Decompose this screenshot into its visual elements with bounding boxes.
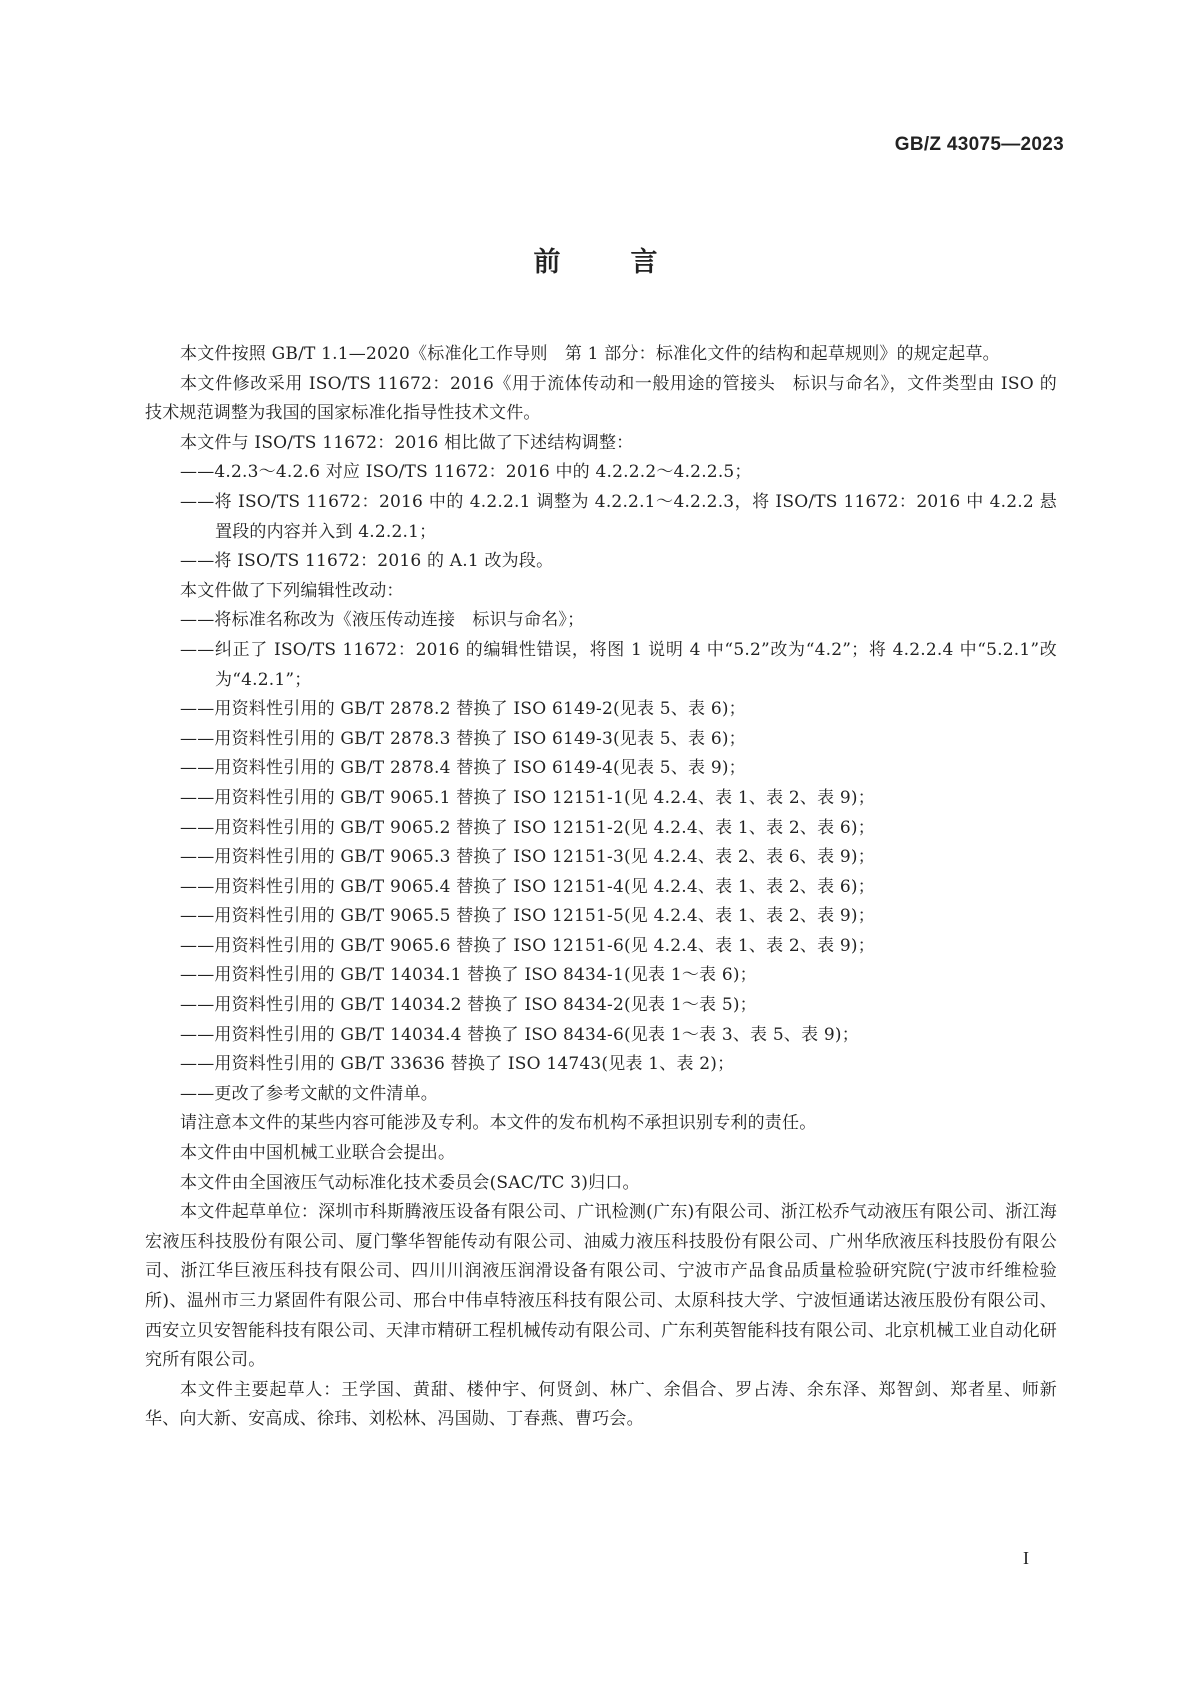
list-item: ——用资料性引用的 GB/T 2878.4 替换了 ISO 6149-4(见表 5、表 9)；	[180, 758, 746, 779]
paragraph: 本文件由中国机械工业联合会提出。	[180, 1143, 456, 1164]
preface-body	[145, 340, 1057, 1435]
list-item: ——将 ISO/TS 11672：2016 的 A.1 改为段。	[180, 551, 554, 572]
list-item: ——更改了参考文献的文件清单。	[180, 1083, 438, 1104]
paragraph: 本文件按照 GB/T 1.1—2020《标准化工作导则 第 1 部分：标准化文件的结构和起草规则》的规定起草。	[180, 344, 1000, 364]
paragraph: 本文件做了下列编辑性改动：	[180, 580, 404, 601]
paragraph: 本文件与 ISO/TS 11672：2016 相比做了下述结构调整：	[180, 432, 634, 453]
list-item: ——用资料性引用的 GB/T 14034.1 替换了 ISO 8434-1(见表 1～表 6)；	[180, 965, 757, 986]
list-item: ——用资料性引用的 GB/T 9065.3 替换了 ISO 12151-3(见 4.2.4、表 2、表 6、表 9)；	[180, 847, 875, 868]
list-item: ——用资料性引用的 GB/T 9065.5 替换了 ISO 12151-5(见 4.2.4、表 1、表 2、表 9)；	[180, 906, 875, 927]
list-item: ——将 ISO/TS 11672：2016 中的 4.2.2.1 调整为 4.2.2.1～4.2.2.3，将 ISO/TS 11672：2016 中 4.2.2 悬置段的内容并入到 4.2.2.1；	[180, 491, 1057, 542]
list-item: ——用资料性引用的 GB/T 9065.2 替换了 ISO 12151-2(见 4.2.4、表 1、表 2、表 6)；	[180, 817, 875, 838]
paragraph: 请注意本文件的某些内容可能涉及专利。本文件的发布机构不承担识别专利的责任。	[180, 1113, 817, 1134]
list-item: ——用资料性引用的 GB/T 9065.4 替换了 ISO 12151-4(见 4.2.4、表 1、表 2、表 6)；	[180, 876, 875, 897]
paragraph: 本文件主要起草人：王学国、黄甜、楼仲宇、何贤剑、林广、余倡合、罗占涛、余东泽、郑智剑、郑者星、师新华、向大新、安高成、徐玮、刘松林、冯国勋、丁春燕、曹巧会。	[145, 1379, 1057, 1430]
list-item: ——用资料性引用的 GB/T 33636 替换了 ISO 14743(见表 1、表 2)；	[180, 1054, 735, 1075]
list-item: ——纠正了 ISO/TS 11672：2016 的编辑性错误，将图 1 说明 4 中“5.2”改为“4.2”；将 4.2.2.4 中“5.2.1”改为“4.2.1”；	[180, 639, 1057, 690]
list-item: ——用资料性引用的 GB/T 2878.3 替换了 ISO 6149-3(见表 5、表 6)；	[180, 728, 746, 749]
list-item: ——用资料性引用的 GB/T 9065.1 替换了 ISO 12151-1(见 4.2.4、表 1、表 2、表 9)；	[180, 787, 875, 808]
list-item: ——用资料性引用的 GB/T 14034.2 替换了 ISO 8434-2(见表 1～表 5)；	[180, 995, 757, 1016]
page-number: I	[1023, 1548, 1029, 1568]
page-title: 前言	[533, 247, 728, 278]
list-item: ——用资料性引用的 GB/T 2878.2 替换了 ISO 6149-2(见表 5、表 6)；	[180, 699, 746, 720]
paragraph: 本文件修改采用 ISO/TS 11672：2016《用于流体传动和一般用途的管接头 标识与命名》，文件类型由 ISO 的技术规范调整为我国的国家标准化指导性技术文件。	[145, 373, 1057, 424]
list-item: ——用资料性引用的 GB/T 9065.6 替换了 ISO 12151-6(见 4.2.4、表 1、表 2、表 9)；	[180, 935, 875, 956]
paragraph: 本文件起草单位：深圳市科斯腾液压设备有限公司、广讯检测(广东)有限公司、浙江松乔气动液压有限公司、浙江海宏液压科技股份有限公司、厦门擎华智能传动有限公司、油威力液压科技股份有限公司、广州华欣液压科技股份有限公司、浙江华巨液压科技有限公司、四川川润液压润滑设备有限公司、宁波市产品食品质量检验研究院(宁波市纤维检验所)、温州市三力紧固件有限公司、邢台中伟卓特液压科技有限公司、太原科技大学、宁波恒通诺达液压股份有限公司、西安立贝安智能科技有限公司、天津市精研工程机械传动有限公司、广东利英智能科技有限公司、北京机械工业自动化研究所有限公司。	[145, 1202, 1057, 1371]
document-code: GB/Z 43075—2023	[894, 134, 1064, 155]
paragraph: 本文件由全国液压气动标准化技术委员会(SAC/TC 3)归口。	[180, 1172, 640, 1193]
list-item: ——4.2.3～4.2.6 对应 ISO/TS 11672：2016 中的 4.2.2.2～4.2.2.5；	[180, 462, 752, 483]
list-item: ——将标准名称改为《液压传动连接 标识与命名》；	[180, 610, 585, 631]
list-item: ——用资料性引用的 GB/T 14034.4 替换了 ISO 8434-6(见表 1～表 3、表 5、表 9)；	[180, 1024, 859, 1045]
